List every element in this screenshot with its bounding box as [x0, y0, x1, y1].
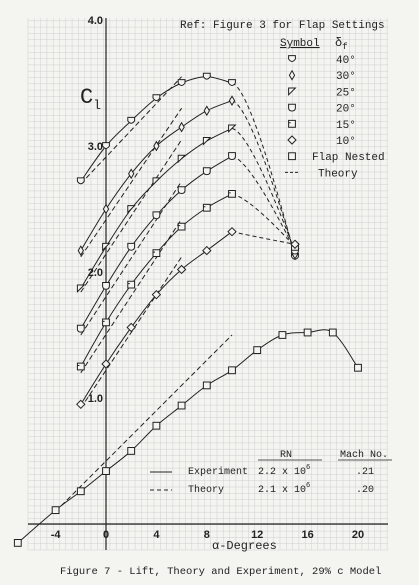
y-tick-label: 3.0 [87, 141, 103, 153]
data-point [128, 448, 135, 455]
data-point [254, 347, 261, 354]
rn-col-header: RN [280, 450, 293, 461]
data-point [153, 422, 160, 429]
data-point [153, 250, 160, 257]
mach-col-header: Mach No. [340, 450, 389, 461]
legend-label: 10° [336, 136, 356, 148]
data-point [229, 367, 236, 374]
tick-labels [51, 15, 364, 541]
legend-label: 30° [336, 71, 356, 84]
legend-label: 20° [336, 103, 356, 116]
data-point [229, 80, 236, 86]
data-point [153, 95, 160, 101]
curve-flap-nested [18, 330, 358, 543]
data-point [229, 153, 236, 160]
legend-label: Flap Nested [312, 152, 385, 165]
data-point [153, 212, 160, 219]
legend-header-symbol: Symbol [280, 38, 320, 50]
data-point [103, 468, 110, 475]
data-point [178, 80, 185, 86]
data-point [103, 319, 110, 326]
data-point [128, 117, 135, 123]
legend-entries [285, 55, 385, 180]
data-point [329, 329, 336, 336]
legend-label: 15° [336, 119, 356, 132]
legend-symbol-flag [289, 88, 296, 95]
experiment-rn: 2.2 x $10^6$ [258, 464, 311, 478]
legend-header-delta: $\delta_f$ [335, 36, 348, 52]
legend-symbol-diamond-narrow [289, 71, 294, 80]
y-axis-label: $C_l$ [80, 85, 102, 113]
data-point [229, 96, 234, 105]
x-tick-label: 8 [203, 529, 210, 541]
legend-symbol-notch-square [289, 120, 296, 127]
data-point [279, 332, 286, 339]
y-tick-label: 2.0 [87, 267, 103, 279]
data-point [229, 125, 236, 132]
data-point [77, 325, 84, 332]
x-tick-label: 20 [351, 529, 365, 541]
theory-label: Theory [188, 485, 225, 496]
data-point [128, 206, 135, 213]
legend-label: 25° [336, 87, 356, 100]
data-point [153, 178, 160, 185]
experiment-label: Experiment [188, 467, 249, 478]
figure-caption: Figure 7 - Lift, Theory and Experiment, 29% c Model [60, 566, 382, 578]
legend-symbol-diamond [288, 136, 296, 144]
data-point [178, 187, 185, 194]
data-point [14, 540, 21, 547]
legend-symbol-cup [289, 104, 296, 111]
ref-note: Ref: Figure 3 for Flap Settings [180, 20, 385, 32]
data-point [127, 323, 135, 331]
theory-rn: 2.1 x $10^6$ [258, 482, 311, 496]
experiment-mach: .21 [356, 467, 375, 478]
data-point [77, 363, 84, 370]
data-point [355, 364, 362, 371]
data-point [203, 204, 210, 211]
data-point [178, 223, 185, 230]
data-point [203, 138, 210, 145]
legend-label: Theory [318, 168, 358, 181]
x-tick-label: 0 [102, 529, 110, 541]
x-tick-label: 16 [301, 529, 314, 541]
x-axis-label: α-Degrees [212, 539, 277, 553]
data-point [128, 281, 135, 288]
y-tick-label: 1.0 [87, 393, 103, 405]
theory-mach: .20 [356, 485, 375, 496]
legend [280, 36, 385, 180]
data-point [77, 488, 84, 495]
legend-symbol-square [289, 153, 296, 160]
data-point [204, 106, 209, 115]
stall-curve [232, 232, 295, 245]
data-point [203, 382, 210, 389]
data-point [103, 143, 110, 149]
data-point [178, 155, 185, 162]
rn-table [150, 449, 392, 496]
data-point [179, 123, 184, 132]
x-tick-label: 4 [153, 529, 160, 541]
data-point [203, 168, 210, 175]
data-point [103, 282, 110, 289]
data-point [203, 73, 210, 79]
data-point [178, 402, 185, 409]
legend-symbol-shield [289, 56, 296, 62]
data-point [128, 243, 135, 250]
data-point [52, 507, 59, 514]
x-tick-label: 12 [251, 529, 264, 541]
data-point [77, 178, 84, 184]
x-tick-label: -4 [50, 529, 61, 541]
legend-label: 40° [336, 55, 356, 67]
data-point [304, 329, 311, 336]
data-point [77, 400, 85, 408]
y-tick-label: 4.0 [87, 15, 103, 27]
data-point [229, 190, 236, 197]
